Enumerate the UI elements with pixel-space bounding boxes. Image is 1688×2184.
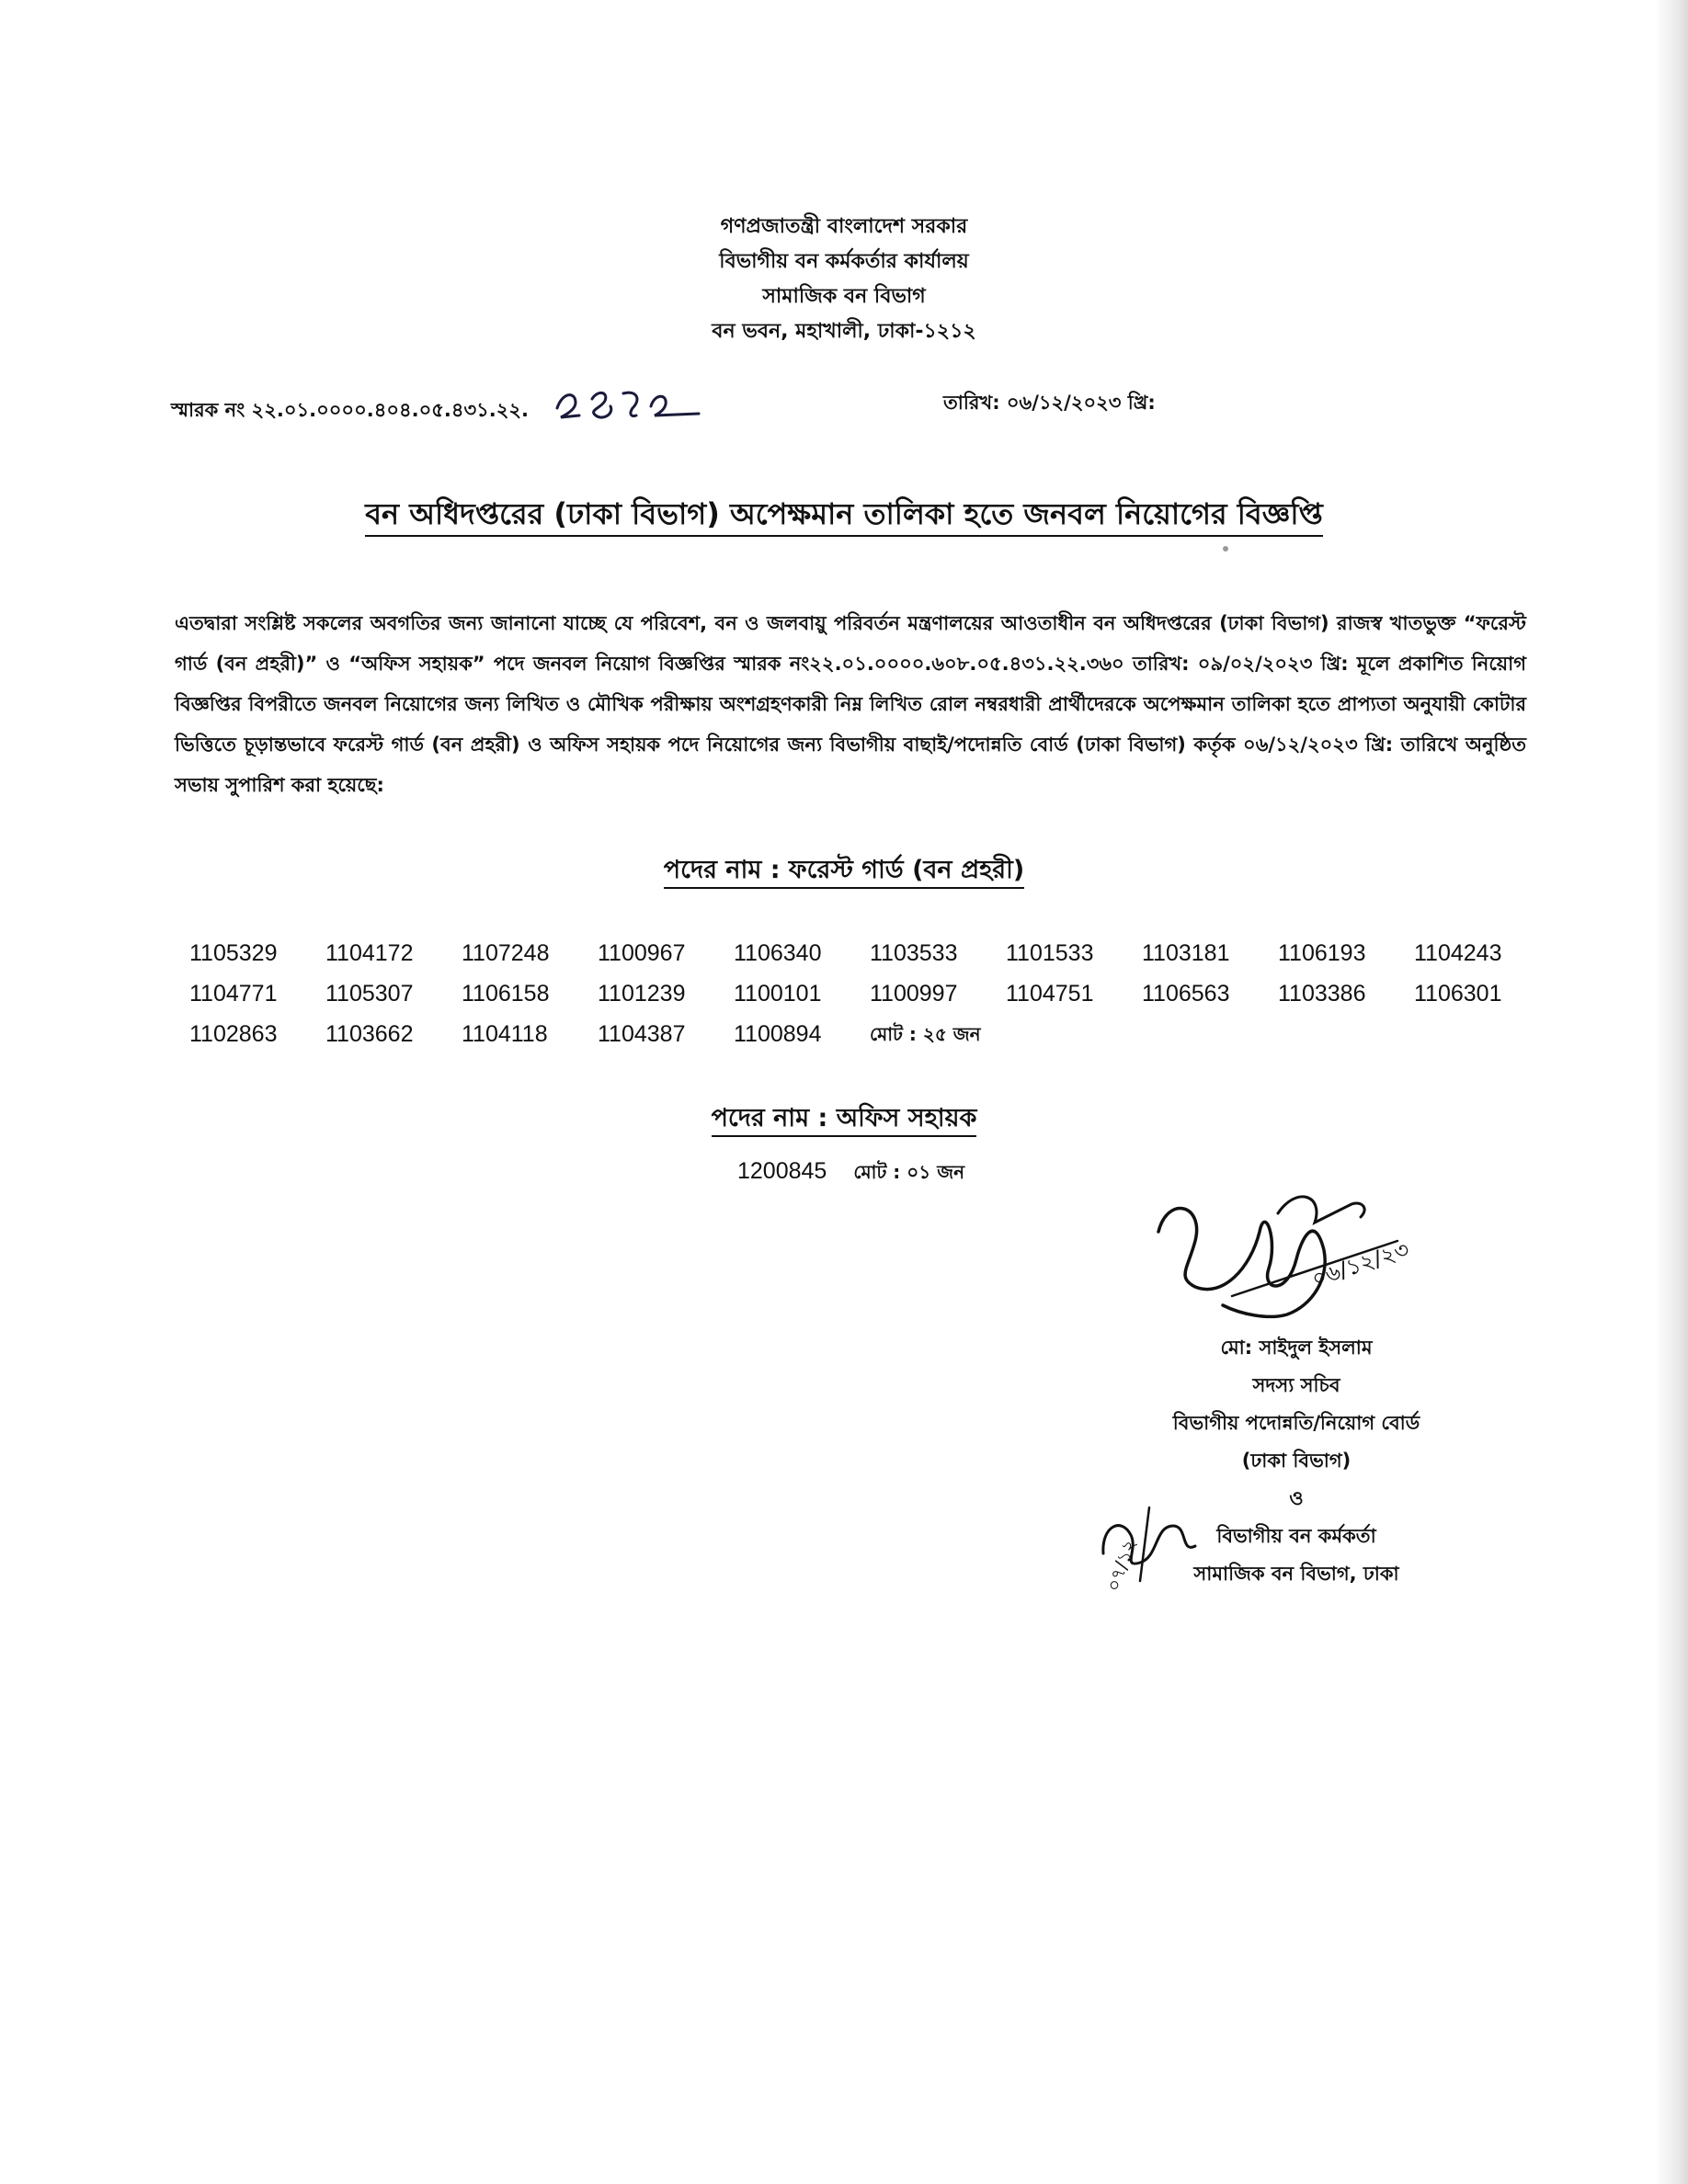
roll-number: 1106193 (1278, 940, 1366, 966)
office-assistant-heading (0, 1099, 1688, 1141)
notice-title (0, 491, 1688, 540)
header-line-address: বন ভবন, মহাখালী, ঢাকা-১২১২ (712, 320, 976, 343)
signatory-board: বিভাগীয় পদোন্নতি/নিয়োগ বোর্ড (1172, 1412, 1420, 1434)
roll-number: 1102863 (189, 1021, 278, 1047)
header-line-division: সামাজিক বন বিভাগ (762, 285, 926, 308)
signatory-second-role: বিভাগীয় বন কর্মকর্তা (1216, 1525, 1376, 1547)
forest-guard-heading-text: পদের নাম : ফরেস্ট গার্ড (বন প্রহরী) (664, 856, 1024, 889)
roll-number: 1105329 (189, 940, 278, 966)
roll-number: 1104387 (598, 1021, 686, 1047)
signatory-conjunction: ও (1289, 1487, 1304, 1509)
header-line-government: গণপ্রজাতন্ত্রী বাংলাদেশ সরকার (720, 215, 968, 238)
notice-body: এতদ্বারা সংশ্লিষ্ট সকলের অবগতির জন্য জানানো যাচ্ছে যে পরিবেশ, বন ও জলবায়ু পরিবর্তন মন্ত্রণালয়ের আওতাধীন বন অধিদপ্তরের (ঢাকা বিভাগ) রাজস্ব খাতভুক্ত “ফরেস্ট গার্ড (বন প্রহরী)” ও “অফিস সহায়ক” পদে জনবল নিয়োগ বিজ্ঞপ্তির স্মারক নং২২.০১.০০০০.৬০৮.০৫.৪৩১.২২.৩৬০ তারিখ: ০৯/০২/২০২৩ খ্রি: মূলে প্রকাশিত নিয়োগ বিজ্ঞপ্তির বিপরীতে জনবল নিয়োগের জন্য লিখিত ও মৌখিক পরীক্ষায় অংশগ্রহণকারী নিম্ন লিখিত রোল নম্বরধারী প্রার্থীদেরকে অপেক্ষমান তালিকা হতে প্রাপ্যতা অনুযায়ী কোটার ভিত্তিতে চূড়ান্তভাবে ফরেস্ট গার্ড (বন প্রহরী) ও অফিস সহায়ক পদে নিয়োগের জন্য বিভাগীয় বাছাই/পদোন্নতি বোর্ড (ঢাকা বিভাগ) কর্তৃক ০৬/১২/২০২৩ খ্রি: তারিখে অনুষ্ঠিত সভায় সুপারিশ করা হয়েছে: (175, 612, 1526, 796)
office-assistant-total: মোট : ০১ জন (853, 1161, 965, 1183)
signatory-second-office: সামাজিক বন বিভাগ, ঢাকা (1193, 1563, 1399, 1585)
roll-number: 1103662 (325, 1021, 414, 1047)
letterhead (0, 210, 1688, 349)
roll-number: 1106301 (1414, 981, 1502, 1007)
signature-date: ০৬/১২/২৩ (1308, 1236, 1413, 1292)
roll-number: 1100101 (734, 981, 822, 1007)
roll-number: 1103386 (1278, 981, 1366, 1007)
roll-number: 1104172 (325, 940, 414, 966)
roll-number: 1103533 (870, 940, 958, 966)
roll-number: 1105307 (325, 981, 414, 1007)
initials-date: ০৭/১২ (1101, 1536, 1141, 1595)
signatory-board-division: (ঢাকা বিভাগ) (1241, 1450, 1352, 1472)
signature-image (1140, 1177, 1416, 1324)
signatory-name: মো: সাইদুল ইসলাম (1220, 1337, 1373, 1359)
forest-guard-total: মোট : ২৫ জন (870, 1023, 981, 1045)
roll-number: 1106340 (734, 940, 822, 966)
forest-guard-roll-list (189, 939, 1532, 1048)
handwritten-memo-number (552, 379, 708, 425)
scan-dot (1223, 546, 1228, 552)
memo-number: স্মারক নং ২২.০১.০০০০.৪০৪.০৫.৪৩১.২২. (171, 399, 530, 421)
header-line-office: বিভাগীয় বন কর্মকর্তার কার্যালয় (719, 250, 969, 273)
roll-number: 1106158 (462, 981, 550, 1007)
roll-number: 1101533 (1006, 940, 1094, 966)
roll-number: 1104771 (189, 981, 278, 1007)
roll-number: 1104118 (462, 1021, 548, 1047)
roll-number: 1107248 (462, 940, 550, 966)
initials-signature (1085, 1489, 1223, 1599)
roll-number: 1100894 (734, 1021, 822, 1047)
memo-date: তারিখ: ০৬/১২/২০২৩ খ্রি: (943, 392, 1156, 414)
signatory-role: সদস্য সচিব (1252, 1374, 1340, 1396)
notice-title-text: বন অধিদপ্তরের (ঢাকা বিভাগ) অপেক্ষমান তালিকা হতে জনবল নিয়োগের বিজ্ঞপ্তি (365, 496, 1323, 537)
roll-number: 1200845 (737, 1158, 827, 1184)
office-assistant-heading-text: পদের নাম : অফিস সহায়ক (712, 1104, 977, 1137)
roll-number: 1103181 (1142, 940, 1230, 966)
roll-number: 1104751 (1006, 981, 1094, 1007)
roll-number: 1106563 (1142, 981, 1230, 1007)
office-assistant-roll-list (737, 1158, 964, 1189)
roll-number: 1101239 (598, 981, 686, 1007)
roll-number: 1104243 (1414, 940, 1502, 966)
roll-number: 1100967 (598, 940, 686, 966)
forest-guard-heading (0, 851, 1688, 893)
roll-number: 1100997 (870, 981, 958, 1007)
